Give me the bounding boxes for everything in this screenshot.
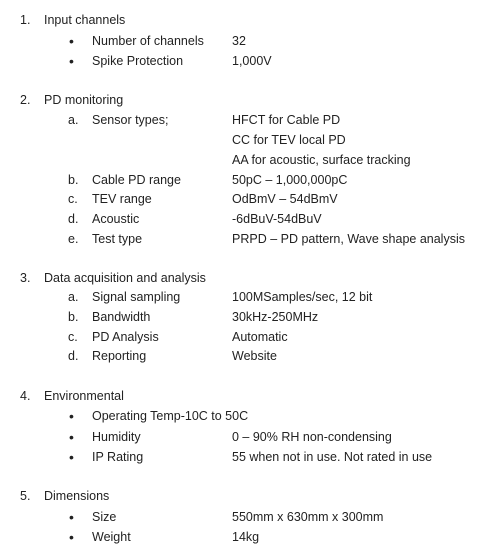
item-value: -6dBuV-54dBuV xyxy=(232,212,322,226)
section-number: 1. xyxy=(20,13,31,27)
section-number: 3. xyxy=(20,271,31,285)
item-label: Signal sampling xyxy=(92,290,181,304)
item-label: Humidity xyxy=(92,430,141,444)
item-label: Reporting xyxy=(92,349,147,363)
list-marker: d. xyxy=(68,349,79,363)
item-label: Spike Protection xyxy=(92,54,184,68)
bullet-marker: • xyxy=(69,33,74,49)
bullet-marker: • xyxy=(69,53,74,69)
list-marker: c. xyxy=(68,330,78,344)
section-title: Environmental xyxy=(44,389,124,403)
item-label: Acoustic xyxy=(92,212,140,226)
item-value: 32 xyxy=(232,34,246,48)
item-label: PD Analysis xyxy=(92,330,159,344)
section-title: PD monitoring xyxy=(44,93,124,107)
list-marker: a. xyxy=(68,113,79,127)
section-number: 5. xyxy=(20,489,31,503)
item-label: TEV range xyxy=(92,192,152,206)
item-value: 50pC – 1,000,000pC xyxy=(232,173,348,187)
list-marker: e. xyxy=(68,232,79,246)
item-value: PRPD – PD pattern, Wave shape analysis xyxy=(232,232,465,246)
item-label: Bandwidth xyxy=(92,310,151,324)
section-number: 4. xyxy=(20,389,31,403)
list-marker: c. xyxy=(68,192,78,206)
item-label: Size xyxy=(92,510,117,524)
bullet-marker: • xyxy=(69,449,74,465)
list-marker: a. xyxy=(68,290,79,304)
item-value: CC for TEV local PD xyxy=(232,133,346,147)
bullet-marker: • xyxy=(69,429,74,445)
section-number: 2. xyxy=(20,93,31,107)
item-label: Cable PD range xyxy=(92,173,181,187)
item-value: Website xyxy=(232,349,277,363)
list-marker: b. xyxy=(68,310,79,324)
bullet-marker: • xyxy=(69,408,74,424)
item-value: 100MSamples/sec, 12 bit xyxy=(232,290,373,304)
item-label: Sensor types; xyxy=(92,113,169,127)
bullet-marker: • xyxy=(69,529,74,545)
item-label: Test type xyxy=(92,232,143,246)
item-value: Automatic xyxy=(232,330,288,344)
section-title: Data acquisition and analysis xyxy=(44,271,206,285)
section-title: Dimensions xyxy=(44,489,110,503)
section-title: Input channels xyxy=(44,13,126,27)
item-label: Operating Temp-10C to 50C xyxy=(92,409,249,423)
item-value: 1,000V xyxy=(232,54,272,68)
item-label: Weight xyxy=(92,530,131,544)
bullet-marker: • xyxy=(69,509,74,525)
item-value: 30kHz-250MHz xyxy=(232,310,319,324)
item-value: 0 – 90% RH non-condensing xyxy=(232,430,392,444)
item-value: 550mm x 630mm x 300mm xyxy=(232,510,384,524)
list-marker: b. xyxy=(68,173,79,187)
item-value: 14kg xyxy=(232,530,260,544)
item-value: HFCT for Cable PD xyxy=(232,113,341,127)
item-label: IP Rating xyxy=(92,450,144,464)
item-label: Number of channels xyxy=(92,34,204,48)
list-marker: d. xyxy=(68,212,79,226)
item-value: OdBmV – 54dBmV xyxy=(232,192,338,206)
item-value: AA for acoustic, surface tracking xyxy=(232,153,411,167)
item-value: 55 when not in use. Not rated in use xyxy=(232,450,433,464)
